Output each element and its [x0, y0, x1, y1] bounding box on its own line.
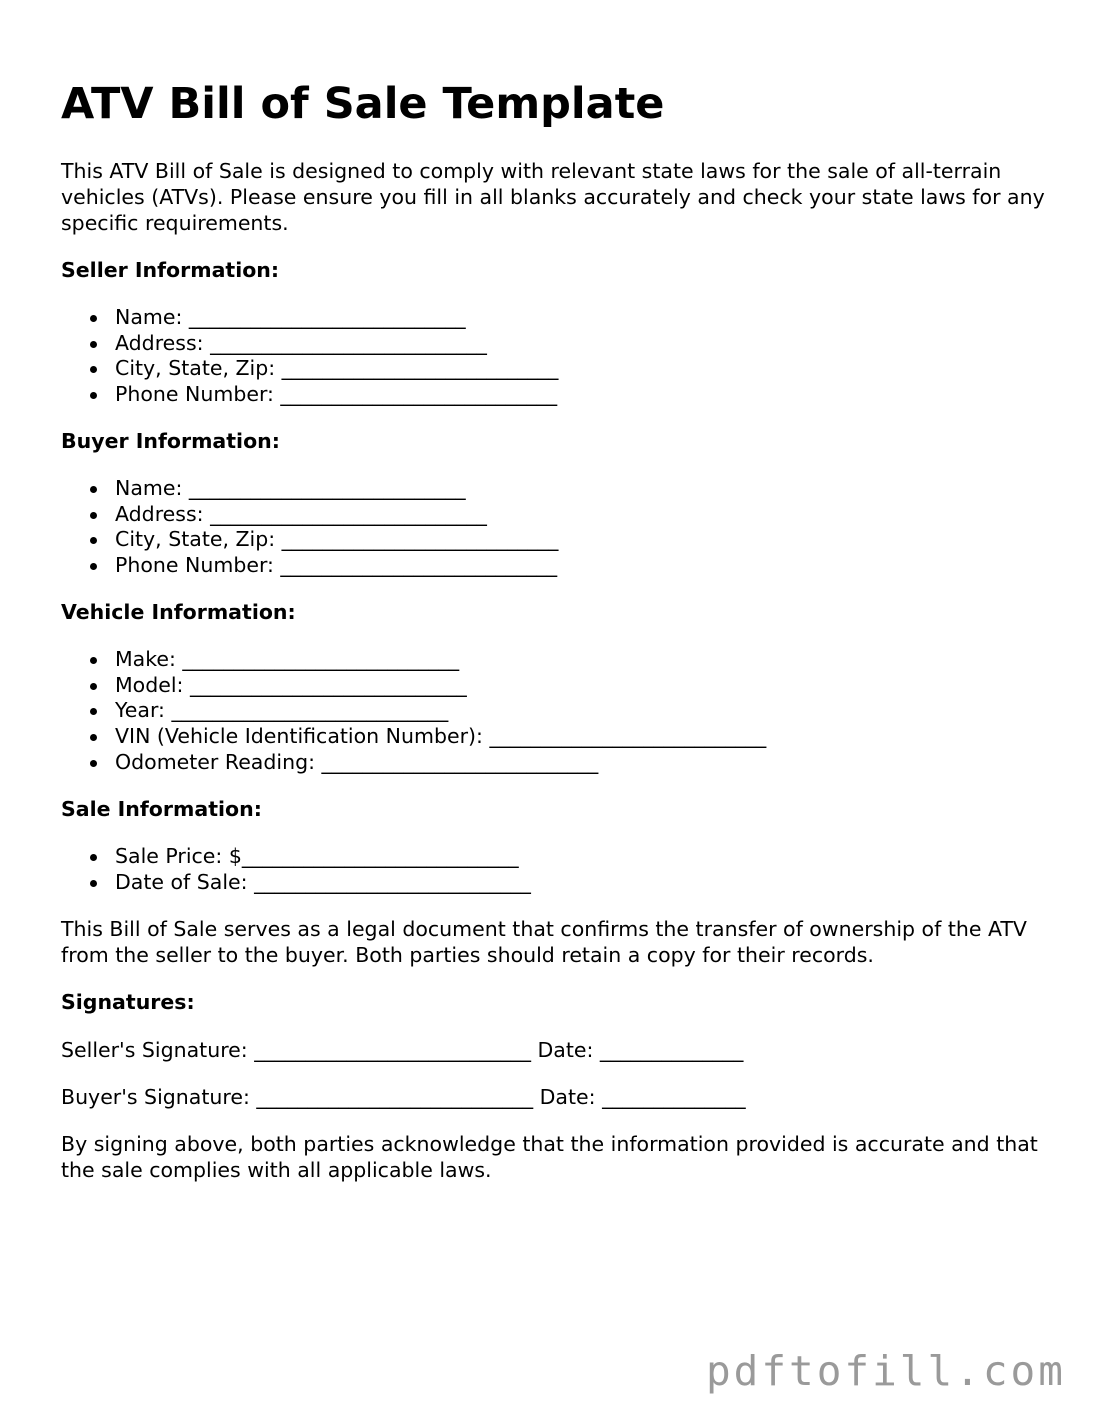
buyer-address-field[interactable]: Address: ___________________________	[61, 502, 558, 528]
seller-name-field[interactable]: Name: ___________________________	[61, 305, 558, 331]
seller-city-state-zip-field[interactable]: City, State, Zip: ___________________________	[61, 356, 558, 382]
signatures-section-heading: Signatures:	[61, 990, 195, 1014]
sale-field-list	[61, 844, 531, 895]
buyer-section-heading: Buyer Information:	[61, 429, 280, 453]
seller-phone-field[interactable]: Phone Number: ___________________________	[61, 382, 558, 408]
sale-section-heading: Sale Information:	[61, 797, 262, 821]
seller-field-list	[61, 305, 558, 408]
legal-note-paragraph: This Bill of Sale serves as a legal document that confirms the transfer of ownership of the ATV from the seller to the buyer. Both parties should retain a copy for their records.	[61, 917, 1027, 967]
vehicle-field-list	[61, 647, 766, 776]
buyer-signature-line[interactable]: Buyer's Signature: ___________________________ Date: ______________	[61, 1085, 746, 1109]
buyer-name-field[interactable]: Name: ___________________________	[61, 476, 558, 502]
buyer-field-list	[61, 476, 558, 579]
buyer-city-state-zip-field[interactable]: City, State, Zip: ___________________________	[61, 527, 558, 553]
sale-date-field[interactable]: Date of Sale: ___________________________	[61, 870, 531, 896]
document-title: ATV Bill of Sale Template	[61, 79, 665, 129]
sale-price-field[interactable]: Sale Price: $___________________________	[61, 844, 531, 870]
vehicle-section-heading: Vehicle Information:	[61, 600, 296, 624]
closing-paragraph: By signing above, both parties acknowledge that the information provided is accurate and that the sale complies with all applicable laws.	[61, 1132, 1038, 1182]
watermark-text: pdftofill.com	[706, 1347, 1066, 1395]
seller-section-heading: Seller Information:	[61, 258, 280, 282]
vehicle-make-field[interactable]: Make: ___________________________	[61, 647, 766, 673]
intro-paragraph: This ATV Bill of Sale is designed to comply with relevant state laws for the sale of all-terrain vehicles (ATVs). Please ensure you fill in all blanks accurately and check your state laws for any specific requirements.	[61, 159, 1045, 235]
seller-address-field[interactable]: Address: ___________________________	[61, 331, 558, 357]
buyer-phone-field[interactable]: Phone Number: ___________________________	[61, 553, 558, 579]
vehicle-vin-field[interactable]: VIN (Vehicle Identification Number): ___________________________	[61, 724, 766, 750]
seller-signature-line[interactable]: Seller's Signature: ___________________________ Date: ______________	[61, 1038, 744, 1062]
vehicle-model-field[interactable]: Model: ___________________________	[61, 673, 766, 699]
vehicle-odometer-field[interactable]: Odometer Reading: ___________________________	[61, 750, 766, 776]
vehicle-year-field[interactable]: Year: ___________________________	[61, 698, 766, 724]
